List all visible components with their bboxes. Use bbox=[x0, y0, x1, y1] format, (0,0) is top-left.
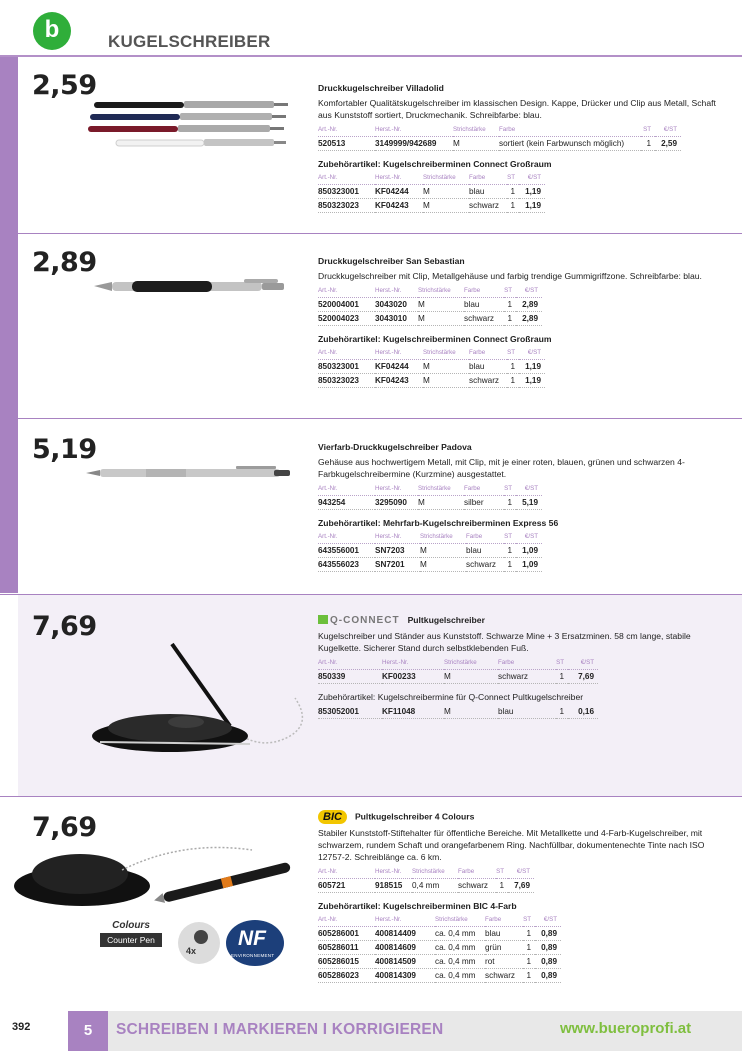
pen-black bbox=[94, 101, 288, 108]
table-row: 605286011 400814609 ca. 0,4 mm grün 1 0,89 bbox=[318, 941, 561, 955]
table-row: 850323001 KF04244 M blau 1 1,19 bbox=[318, 360, 545, 374]
article-table bbox=[318, 124, 681, 151]
brand-logo-bic: BIC bbox=[318, 810, 347, 824]
accessory-title: Zubehörartikel: Kugelschreiberminen Connect Großraum bbox=[318, 159, 552, 169]
table-header-row: Art.-Nr. Herst.-Nr. Strichstärke Farbe ST €/ST bbox=[318, 657, 598, 670]
table-row: 850339 KF00233 M schwarz 1 7,69 bbox=[318, 669, 598, 683]
section-divider bbox=[0, 594, 742, 595]
col-strichstaerke: Strichstärke bbox=[453, 124, 499, 137]
product-description: Kugelschreiber und Ständer aus Kunststoff. Schwarze Mine + 3 Ersatzminen. 58 cm lange, stabile Kugelkette. Sicherer Stand durch selbstklebenden Fuß. bbox=[318, 630, 691, 653]
table-header-row: Art.-Nr. Herst.-Nr. Strichstärke Farbe ST €/ST bbox=[318, 866, 534, 879]
product-title: Vierfarb-Druckkugelschreiber Padova bbox=[318, 442, 472, 452]
refill-badge: 4x bbox=[178, 922, 220, 964]
table-row: 850323023 KF04243 M schwarz 1 1,19 bbox=[318, 374, 545, 388]
accessory-title: Zubehörartikel: Kugelschreibermine für Q-Connect Pultkugelschreiber bbox=[318, 691, 584, 702]
table-row: 605286015 400814509 ca. 0,4 mm rot 1 0,89 bbox=[318, 955, 561, 969]
product-info-1 bbox=[318, 82, 728, 213]
accessory-title: Zubehörartikel: Mehrfarb-Kugelschreiberminen Express 56 bbox=[318, 518, 559, 528]
table-row: 520004001 3043020 M blau 1 2,89 bbox=[318, 298, 542, 312]
product-title: Pultkugelschreiber bbox=[407, 615, 485, 625]
table-header-row: Art.-Nr. Herst.-Nr. Strichstärke Farbe ST €/ST bbox=[318, 172, 545, 185]
product-price: 7,69 bbox=[32, 611, 97, 642]
table-row: 850323023 KF04243 M schwarz 1 1,19 bbox=[318, 199, 545, 213]
pen-red bbox=[88, 125, 284, 132]
qconnect-mark-icon bbox=[318, 615, 328, 624]
brand-logo-qconnect: Q-CONNECT bbox=[318, 615, 400, 627]
product-description: Stabiler Kunststoff-Stiftehalter für öffentliche Bereiche. Mit Metallkette und 4-Farb-Kugelschreiber, mit schwarzem, rundem Schaft und orangefarbenem Ring. Nachfüllbar, dokumentenechte Tinte nach ISO 12757-2. Schreiblänge ca. 6 km. bbox=[318, 828, 705, 862]
col-price: €/ST bbox=[655, 124, 681, 137]
website-url[interactable]: www.bueroprofi.at bbox=[560, 1020, 692, 1037]
table-header-row: Art.-Nr. Herst.-Nr. Strichstärke Farbe ST €/ST bbox=[318, 347, 545, 360]
product-title: Druckkugelschreiber San Sebastian bbox=[318, 256, 465, 266]
table-header-row: Art.-Nr. Herst.-Nr. Strichstärke Farbe ST €/ST bbox=[318, 483, 542, 496]
product-price: 2,89 bbox=[32, 247, 97, 278]
accessory-table bbox=[318, 914, 561, 983]
product-info-5 bbox=[318, 810, 728, 983]
product-description: Druckkugelschreiber mit Clip, Metallgehäuse und farbig trendige Gummigriffzone. Schreibfarbe: blau. bbox=[318, 271, 702, 281]
refill-icon bbox=[194, 930, 208, 944]
accessory-table bbox=[318, 531, 542, 572]
product-description: Komfortabler Qualitätskugelschreiber im klassischen Design. Kappe, Drücker und Clip aus Metall, Schaft aus Kunststoff sortiert, Druckmechanik. Schreibfarbe: blau. bbox=[318, 98, 716, 120]
table-header-row: Art.-Nr. Herst.-Nr. Strichstärke Farbe ST €/ST bbox=[318, 285, 542, 298]
article-table bbox=[318, 483, 542, 510]
section-divider bbox=[0, 233, 742, 234]
product-price: 5,19 bbox=[32, 434, 97, 465]
table-row: 943254 3295090 M silber 1 5,19 bbox=[318, 496, 542, 510]
pen-image-padova bbox=[86, 462, 296, 484]
left-accent-bar bbox=[0, 57, 18, 593]
col-art-nr: Art.-Nr. bbox=[318, 124, 375, 137]
article-table bbox=[318, 657, 598, 684]
section-divider bbox=[0, 796, 742, 797]
table-row: 605721 918515 0,4 mm schwarz 1 7,69 bbox=[318, 879, 534, 893]
pen-stand-image-qconnect bbox=[90, 628, 320, 758]
col-st: ST bbox=[641, 124, 655, 137]
pen-image-villadolid bbox=[86, 98, 296, 154]
chapter-title: SCHREIBEN I MARKIEREN I KORRIGIEREN bbox=[116, 1021, 444, 1038]
table-header-row: Art.-Nr. Herst.-Nr. Strichstärke Farbe ST €/ST bbox=[318, 531, 542, 544]
product-info-3 bbox=[318, 441, 728, 572]
pen-stand-image-bic bbox=[12, 830, 312, 920]
counter-pen-badge: Colours Counter Pen bbox=[100, 920, 162, 947]
product-info-2 bbox=[318, 255, 728, 388]
product-price: 2,59 bbox=[32, 70, 97, 101]
product-title: Pultkugelschreiber 4 Colours bbox=[354, 811, 475, 822]
accessory-table bbox=[318, 705, 598, 719]
nf-environnement-badge: NF ENVIRONNEMENT bbox=[226, 920, 284, 966]
accessory-table bbox=[318, 347, 545, 388]
header-divider bbox=[0, 55, 742, 57]
product-title: Druckkugelschreiber Villadolid bbox=[318, 83, 444, 93]
accessory-title: Zubehörartikel: Kugelschreiberminen Connect Großraum bbox=[318, 334, 552, 344]
product-title-line bbox=[318, 614, 728, 627]
table-row: 520004023 3043010 M schwarz 1 2,89 bbox=[318, 312, 542, 326]
product-price: 7,69 bbox=[32, 812, 97, 843]
category-title: KUGELSCHREIBER bbox=[108, 32, 271, 51]
table-header-row bbox=[318, 124, 681, 137]
table-row: 520513 3149999/942689 M sortiert (kein Farbwunsch möglich) 1 2,59 bbox=[318, 137, 681, 151]
col-farbe: Farbe bbox=[499, 124, 641, 137]
article-table bbox=[318, 866, 534, 893]
page-number: 392 bbox=[12, 1021, 31, 1033]
table-row: 605286001 400814409 ca. 0,4 mm blau 1 0,89 bbox=[318, 927, 561, 941]
table-row: 605286023 400814309 ca. 0,4 mm schwarz 1 0,89 bbox=[318, 969, 561, 983]
page-header bbox=[0, 0, 742, 58]
accessory-table bbox=[318, 172, 545, 213]
pen-image-san-sebastian bbox=[94, 276, 294, 298]
col-herst-nr: Herst.-Nr. bbox=[375, 124, 453, 137]
product-title-line bbox=[318, 810, 728, 824]
table-row: 853052001 KF11048 M blau 1 0,16 bbox=[318, 705, 598, 719]
chapter-number: 5 bbox=[68, 1011, 108, 1051]
table-row: 643556023 SN7201 M schwarz 1 1,09 bbox=[318, 558, 542, 572]
table-row: 643556001 SN7203 M blau 1 1,09 bbox=[318, 544, 542, 558]
table-row: 850323001 KF04244 M blau 1 1,19 bbox=[318, 185, 545, 199]
article-table bbox=[318, 285, 542, 326]
pen-white bbox=[116, 139, 286, 146]
product-info-4 bbox=[318, 614, 728, 719]
table-header-row: Art.-Nr. Herst.-Nr. Strichstärke Farbe ST €/ST bbox=[318, 914, 561, 927]
section-divider bbox=[0, 418, 742, 419]
catalog-logo: b bbox=[33, 12, 71, 50]
product-description: Gehäuse aus hochwertigem Metall, mit Clip, mit je einer roten, blauen, grünen und schwarzen 4-Farbkugelschreibermine (Kurzmine) ausgestattet. bbox=[318, 457, 685, 479]
accessory-title: Zubehörartikel: Kugelschreiberminen BIC 4-Farb bbox=[318, 901, 517, 911]
pen-blue bbox=[90, 113, 286, 120]
